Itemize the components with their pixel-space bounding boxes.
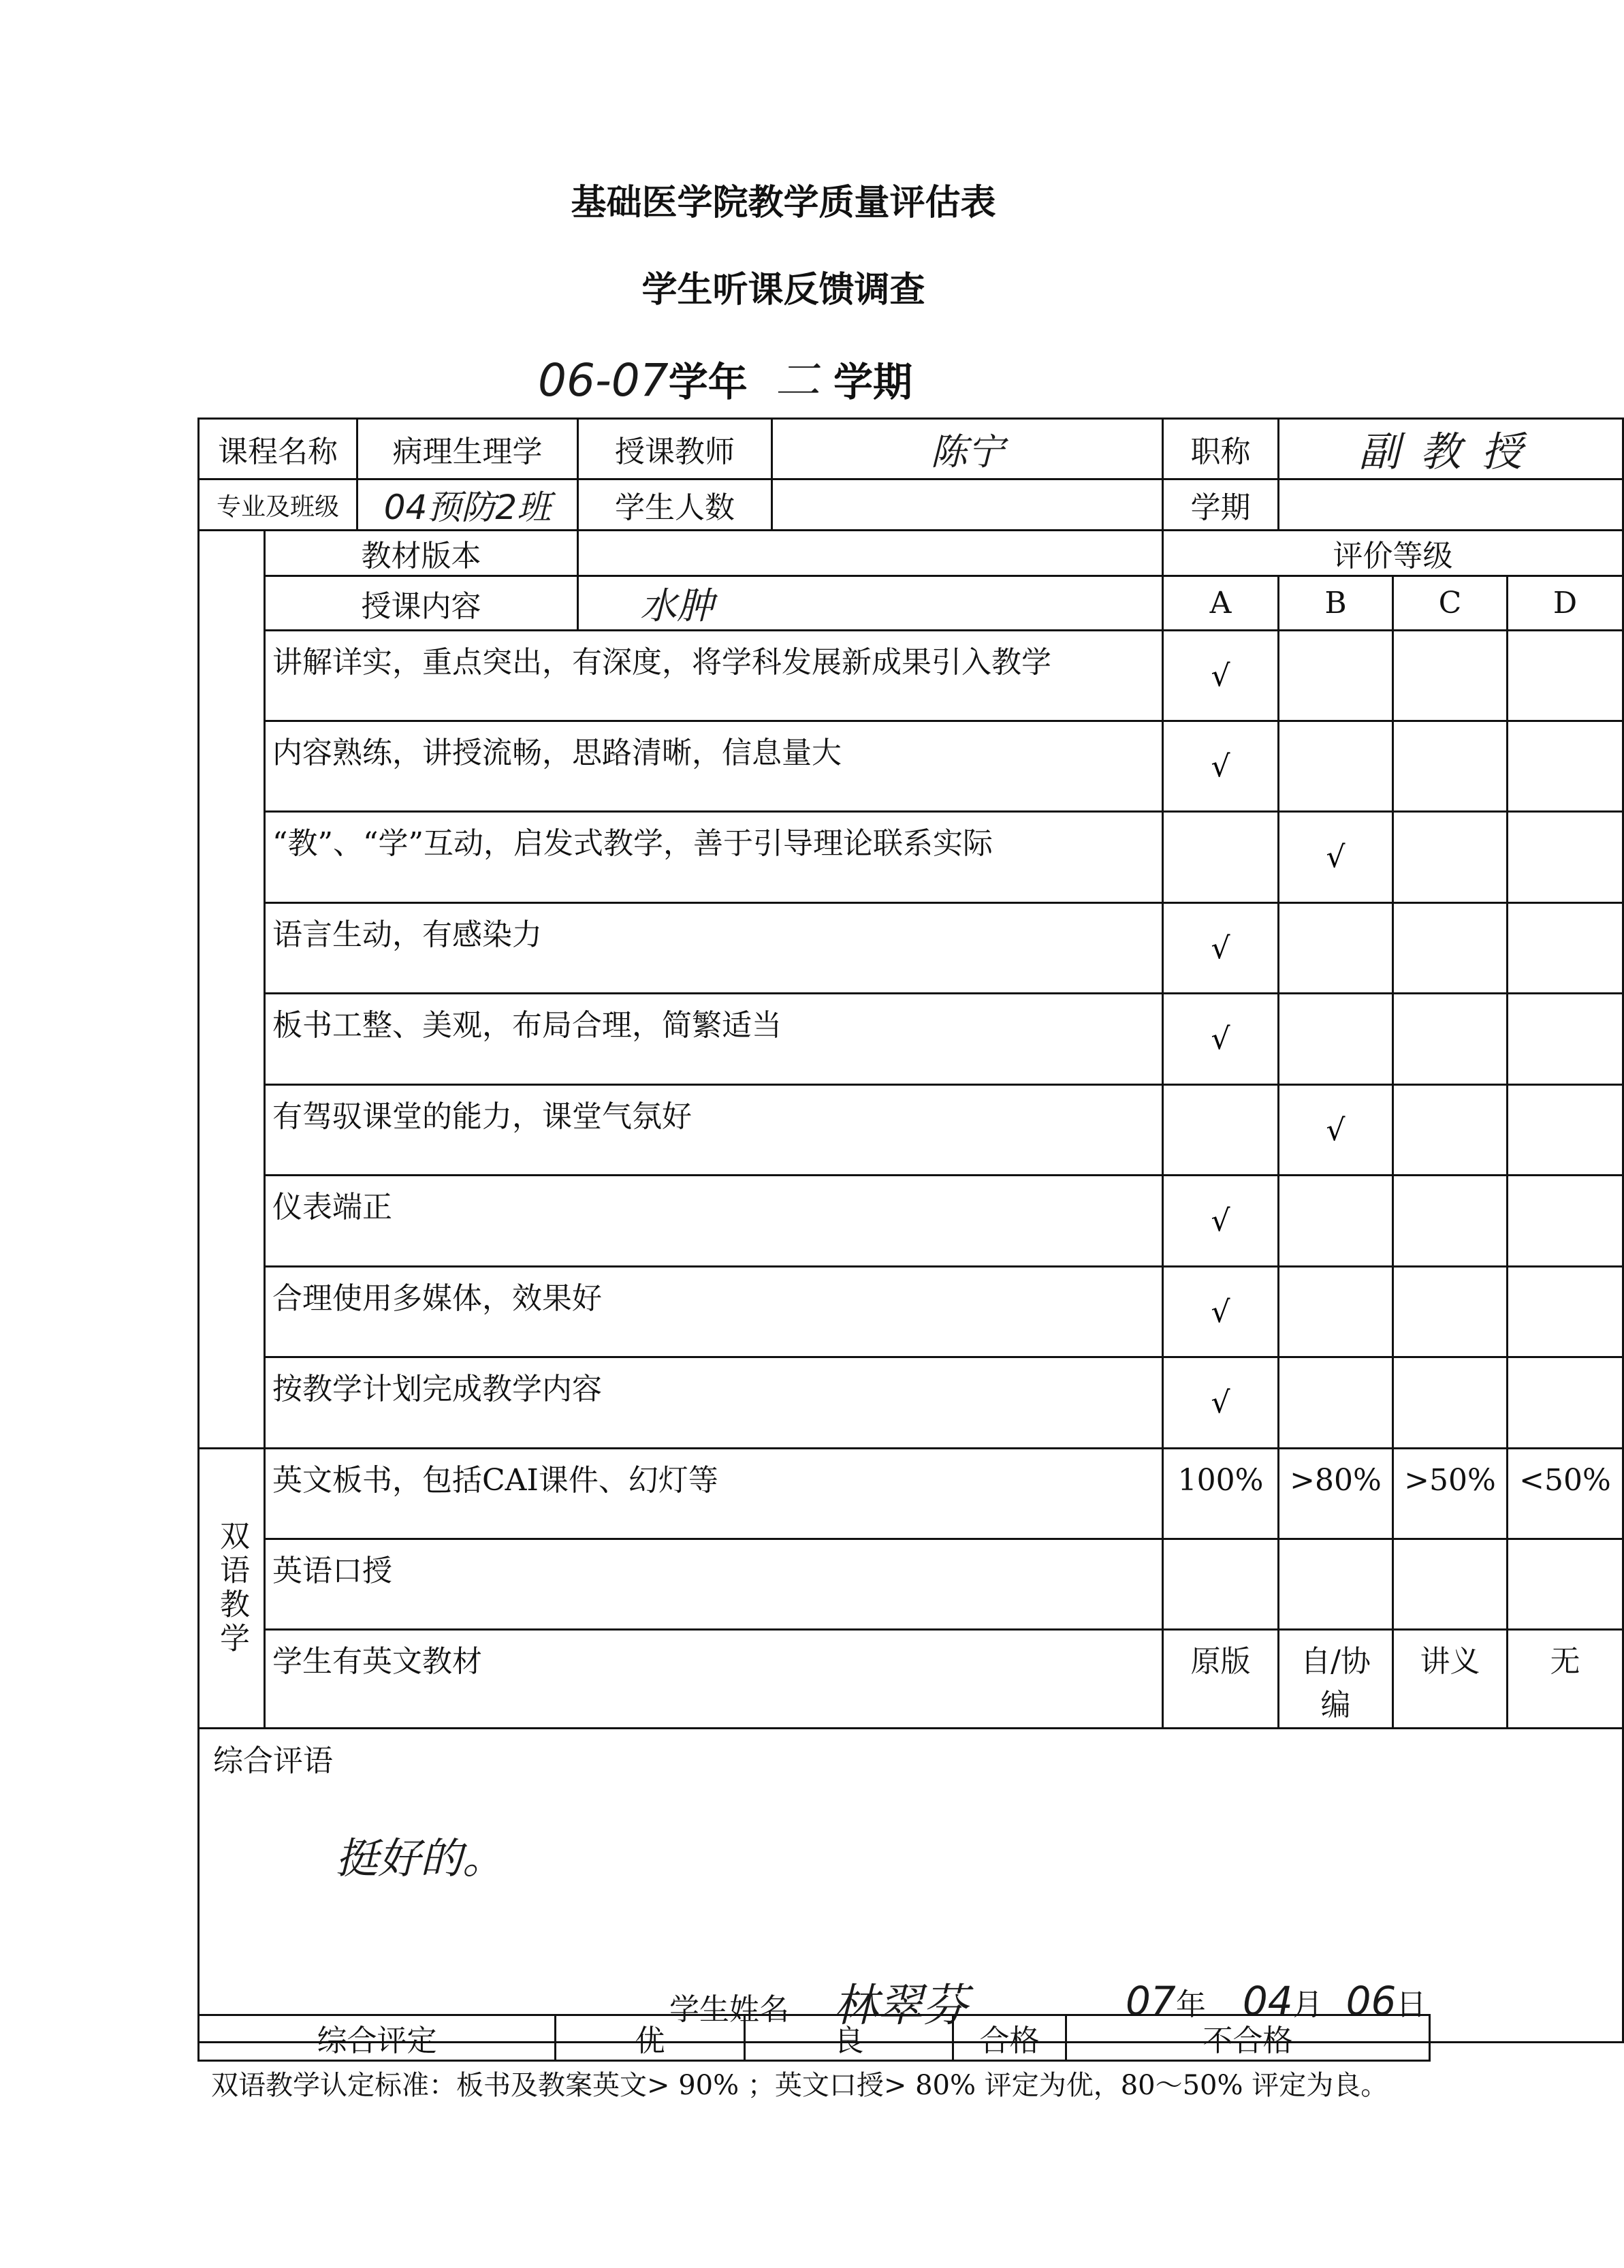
info-row-2	[199, 479, 1623, 531]
bilingual-option: >50%	[1393, 1449, 1508, 1539]
grade-d-cell	[1508, 994, 1623, 1085]
criterion-row	[199, 1176, 1623, 1267]
grade-d-header: D	[1508, 576, 1623, 631]
grade-a-cell	[1163, 721, 1279, 812]
bilingual-row	[199, 1449, 1623, 1539]
student-name-label: 学生姓名	[669, 1992, 789, 2027]
overall-option-fail: 不合格	[1066, 2015, 1430, 2061]
grade-a-cell	[1163, 1267, 1279, 1357]
grade-a-cell	[1163, 1357, 1279, 1449]
grade-header: 评价等级	[1163, 531, 1623, 576]
comments-row	[199, 1729, 1623, 2043]
teacher-value: 陈宁	[930, 430, 1004, 473]
grade-c-cell	[1393, 812, 1508, 903]
criterion-row	[199, 1085, 1623, 1176]
check-mark-icon: √	[1211, 1203, 1230, 1238]
bilingual-item-text: 学生有英文教材	[265, 1630, 1163, 1729]
criteria-side-column	[199, 531, 265, 1449]
grade-a-cell	[1163, 1085, 1279, 1176]
date-year: 07	[1126, 1978, 1176, 2024]
grade-d-cell	[1508, 1357, 1623, 1449]
content-row	[199, 576, 1623, 631]
major-class-value: 04预防2班	[383, 488, 552, 527]
criterion-text: 语言生动，有感染力	[265, 903, 1163, 994]
info-row-1	[199, 419, 1623, 479]
job-title-value: 副教授	[1358, 428, 1543, 476]
criterion-text: 有驾驭课堂的能力，课堂气氛好	[265, 1085, 1163, 1176]
student-name-value: 林翠芬	[833, 1979, 968, 2032]
course-name-value: 病理生理学	[357, 419, 578, 479]
major-class-label: 专业及班级	[199, 479, 357, 531]
content-value: 水肿	[640, 584, 714, 627]
criterion-text: 按教学计划完成教学内容	[265, 1357, 1163, 1449]
bilingual-option: 无	[1508, 1630, 1623, 1729]
grade-b-cell	[1279, 631, 1393, 721]
overall-row	[199, 2015, 1430, 2061]
criterion-text: 板书工整、美观，布局合理，简繁适当	[265, 994, 1163, 1085]
bilingual-option	[1508, 1539, 1623, 1630]
check-mark-icon: √	[1211, 1385, 1230, 1420]
criterion-text: 内容熟练，讲授流畅，思路清晰，信息量大	[265, 721, 1163, 812]
grade-c-cell	[1393, 1085, 1508, 1176]
form-title: 基础医学院教学质量评估表	[571, 183, 996, 223]
criterion-text: 讲解详实，重点突出，有深度，将学科发展新成果引入教学	[265, 631, 1163, 721]
criterion-row	[199, 631, 1623, 721]
criterion-text: “教”、“学”互动，启发式教学，善于引导理论联系实际	[265, 812, 1163, 903]
bilingual-option: 讲义	[1393, 1630, 1508, 1729]
grade-a-header: A	[1163, 576, 1279, 631]
bilingual-option	[1393, 1539, 1508, 1630]
bilingual-option	[1279, 1539, 1393, 1630]
comments-text: 挺好的。	[336, 1833, 505, 1883]
criterion-row	[199, 1267, 1623, 1357]
criterion-text: 合理使用多媒体，效果好	[265, 1267, 1163, 1357]
check-mark-icon: √	[1326, 1112, 1346, 1148]
bilingual-item-text: 英文板书，包括CAI课件、幻灯等	[265, 1449, 1163, 1539]
grade-c-cell	[1393, 721, 1508, 812]
overall-table	[197, 2014, 1431, 2062]
grade-c-cell	[1393, 903, 1508, 994]
bilingual-row	[199, 1630, 1623, 1729]
grade-b-cell	[1279, 1357, 1393, 1449]
date-day-label: 日	[1396, 1987, 1427, 2022]
check-mark-icon: √	[1211, 749, 1230, 784]
grade-d-cell	[1508, 1085, 1623, 1176]
date-month: 04	[1242, 1978, 1293, 2024]
academic-year-label: 学年	[668, 359, 748, 405]
grade-c-cell	[1393, 1357, 1508, 1449]
grade-c-header: C	[1393, 576, 1508, 631]
grade-a-cell	[1163, 903, 1279, 994]
job-title-label: 职称	[1163, 419, 1279, 479]
grade-a-cell	[1163, 1176, 1279, 1267]
student-count-label: 学生人数	[578, 479, 772, 531]
course-name-label: 课程名称	[199, 419, 357, 479]
grade-d-cell	[1508, 631, 1623, 721]
date-day: 06	[1346, 1978, 1397, 2024]
criterion-row	[199, 721, 1623, 812]
bilingual-option: 自/协编	[1279, 1630, 1393, 1729]
bilingual-option: >80%	[1279, 1449, 1393, 1539]
grade-b-cell	[1279, 1267, 1393, 1357]
date-month-label: 月	[1292, 1987, 1323, 2022]
criterion-row	[199, 994, 1623, 1085]
overall-option-pass: 合格	[953, 2015, 1066, 2061]
check-mark-icon: √	[1326, 840, 1346, 875]
grade-d-cell	[1508, 1267, 1623, 1357]
teacher-label: 授课教师	[578, 419, 772, 479]
date-year-label: 年	[1175, 1987, 1206, 2022]
grade-b-cell	[1279, 1085, 1393, 1176]
bilingual-option: 100%	[1163, 1449, 1279, 1539]
grade-a-cell	[1163, 812, 1279, 903]
grade-c-cell	[1393, 994, 1508, 1085]
grade-c-cell	[1393, 1267, 1508, 1357]
check-mark-icon: √	[1211, 1022, 1230, 1056]
comments-cell	[199, 1729, 1623, 2043]
content-label: 授课内容	[265, 576, 578, 631]
bilingual-option	[1163, 1539, 1279, 1630]
grade-d-cell	[1508, 903, 1623, 994]
check-mark-icon: √	[1211, 658, 1230, 693]
term-label: 学期	[833, 359, 913, 405]
form-subtitle: 学生听课反馈调查	[641, 270, 925, 311]
term-value: 二	[775, 354, 820, 407]
footnote: 双语教学认定标准：板书及教案英文> 90% ；英文口授> 80% 评定为优，80～50% 评定为良。	[211, 2070, 1388, 2101]
grade-b-cell	[1279, 1176, 1393, 1267]
check-mark-icon: √	[1211, 930, 1230, 966]
bilingual-item-text: 英语口授	[265, 1539, 1163, 1630]
student-count-value	[772, 479, 1163, 531]
grade-b-cell	[1279, 812, 1393, 903]
grade-b-cell	[1279, 994, 1393, 1085]
textbook-row	[199, 531, 1623, 576]
textbook-label: 教材版本	[265, 531, 578, 576]
overall-label: 综合评定	[199, 2015, 556, 2061]
evaluation-table	[197, 418, 1624, 2043]
grade-a-cell	[1163, 631, 1279, 721]
bilingual-option: <50%	[1508, 1449, 1623, 1539]
grade-d-cell	[1508, 721, 1623, 812]
comments-label: 综合评语	[213, 1744, 333, 1778]
semester-label: 学期	[1163, 479, 1279, 531]
semester-value	[1279, 479, 1623, 531]
grade-b-cell	[1279, 721, 1393, 812]
criterion-row	[199, 812, 1623, 903]
check-mark-icon: √	[1211, 1294, 1230, 1329]
bilingual-row	[199, 1539, 1623, 1630]
grade-d-cell	[1508, 1176, 1623, 1267]
grade-c-cell	[1393, 631, 1508, 721]
overall-option-excellent: 优	[556, 2015, 745, 2061]
academic-year-value: 06-07	[538, 354, 669, 407]
grade-c-cell	[1393, 1176, 1508, 1267]
academic-year-line	[538, 344, 912, 409]
criterion-row	[199, 1357, 1623, 1449]
overall-option-good: 良	[745, 2015, 953, 2061]
criterion-row	[199, 903, 1623, 994]
grade-b-header: B	[1279, 576, 1393, 631]
grade-d-cell	[1508, 812, 1623, 903]
grade-a-cell	[1163, 994, 1279, 1085]
textbook-value	[578, 531, 1163, 576]
bilingual-label: 双语教学	[199, 1449, 265, 1729]
grade-b-cell	[1279, 903, 1393, 994]
bilingual-option: 原版	[1163, 1630, 1279, 1729]
criterion-text: 仪表端正	[265, 1176, 1163, 1267]
